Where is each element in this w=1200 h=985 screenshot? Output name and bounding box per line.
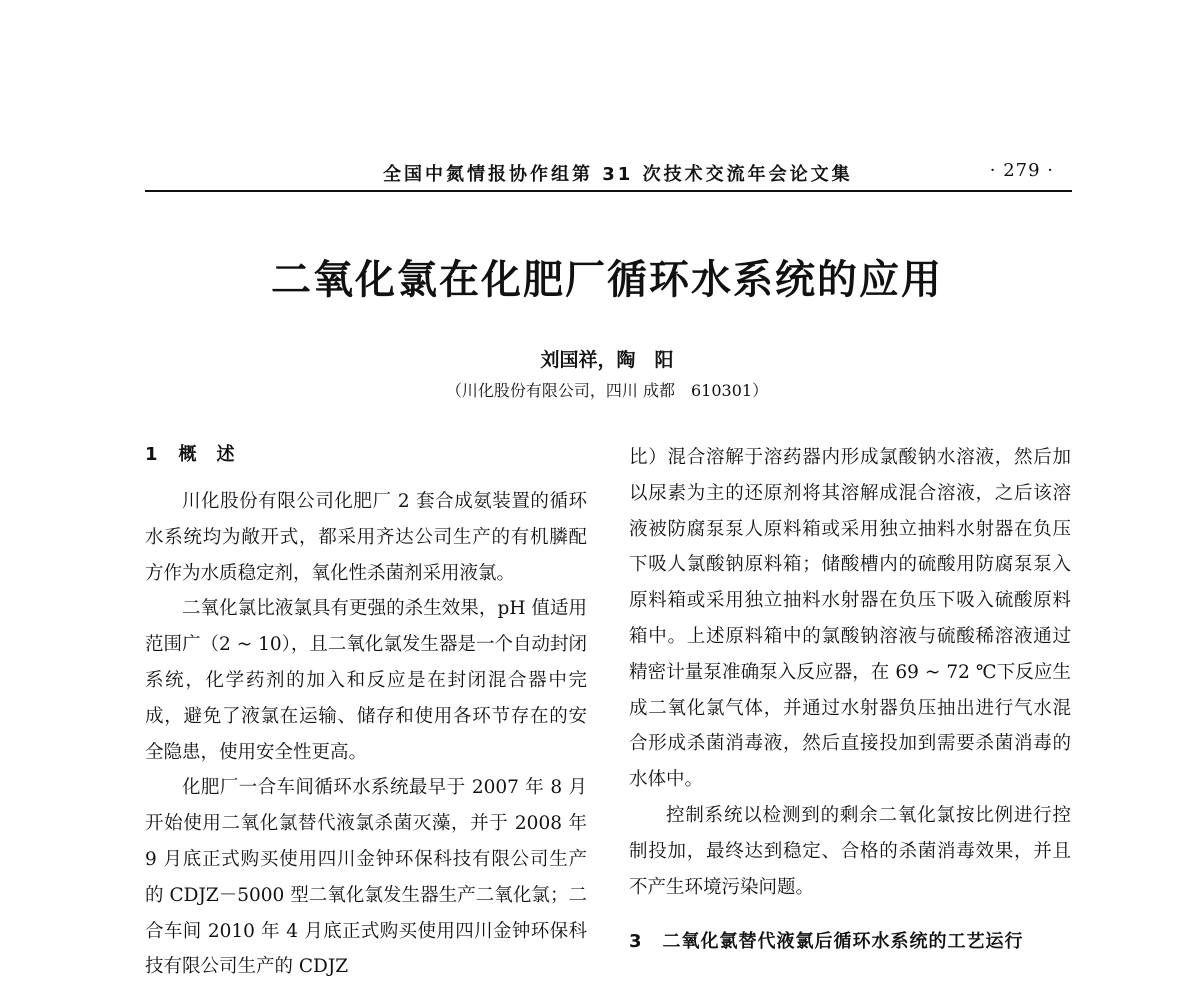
paragraph-continued: 比）混合溶解于溶药器内形成氯酸钠水溶液，然后加以尿素为主的还原剂将其溶解成混合溶液，之后该溶液被防腐泵泵人原料箱或采用独立抽料水射器在负压下吸人氯酸钠原料箱；储酸槽内的硫酸用防腐泵泵入原料箱或采用独立抽料水射器在负压下吸入硫酸原料箱中。上述原料箱中的氯酸钠溶液与硫酸稀溶液通过精密计量泵准确泵入反应器，在 69 ~ 72 ℃下反应生成二氧化氯气体，并通过水射器负压抽出进行气水混合形成杀菌消毒液，然后直接投加到需要杀菌消毒的水体中。 [629, 447, 1071, 791]
paragraph: 二氧化氯比液氯具有更强的杀生效果，pH 值适用范围广（2 ~ 10），且二氧化氯发生器是一个自动封闭系统，化学药剂的加入和反应是在封闭混合器中完成，避免了液氯在运输、储存和使用各环节存在的安全隐患，使用安全性更高。 [145, 598, 587, 763]
section-number: 3 [629, 931, 643, 953]
section-title: 概 述 [178, 444, 236, 465]
article-authors: 刘国祥，陶 阳 [540, 349, 674, 371]
paragraph: 川化股份有限公司化肥厂 2 套合成氨装置的循环水系统均为敞开式，都采用齐达公司生产的有机膦配方作为水质稳定剂，氧化性杀菌剂采用液氯。 [145, 491, 587, 584]
right-column [629, 440, 1071, 963]
author-affiliation: （川化股份有限公司，四川 成都 610301） [445, 381, 769, 400]
article-title: 二氧化氯在化肥厂循环水系统的应用 [271, 256, 943, 303]
section-number: 1 [145, 444, 159, 465]
paragraph: 控制系统以检测到的剩余二氧化氯按比例进行控制投加，最终达到稳定、合格的杀菌消毒效果，并且不产生环境污染问题。 [629, 804, 1071, 898]
section-heading-1 [145, 440, 587, 476]
section-title: 二氧化氯替代液氯后循环水系统的工艺运行 [662, 931, 1024, 953]
page-number: · 279 · [989, 160, 1054, 181]
left-column [145, 440, 587, 985]
section-heading-3 [629, 927, 1071, 963]
journal-title: 全国中氮情报协作组第 31 次技术交流年会论文集 [383, 164, 853, 185]
running-header [145, 150, 1072, 192]
paragraph: 化肥厂一合车间循环水系统最早于 2007 年 8 月开始使用二氧化氯替代液氯杀菌灭藻，并于 2008 年 9 月底正式购买使用四川金钟环保科技有限公司生产的 CDJZ－5000 型二氧化氯发生器生产二氧化氯；二合车间 2010 年 4 月底正式购买使用四川金钟环保科技有限公司生产的 CDJZ [145, 777, 587, 978]
